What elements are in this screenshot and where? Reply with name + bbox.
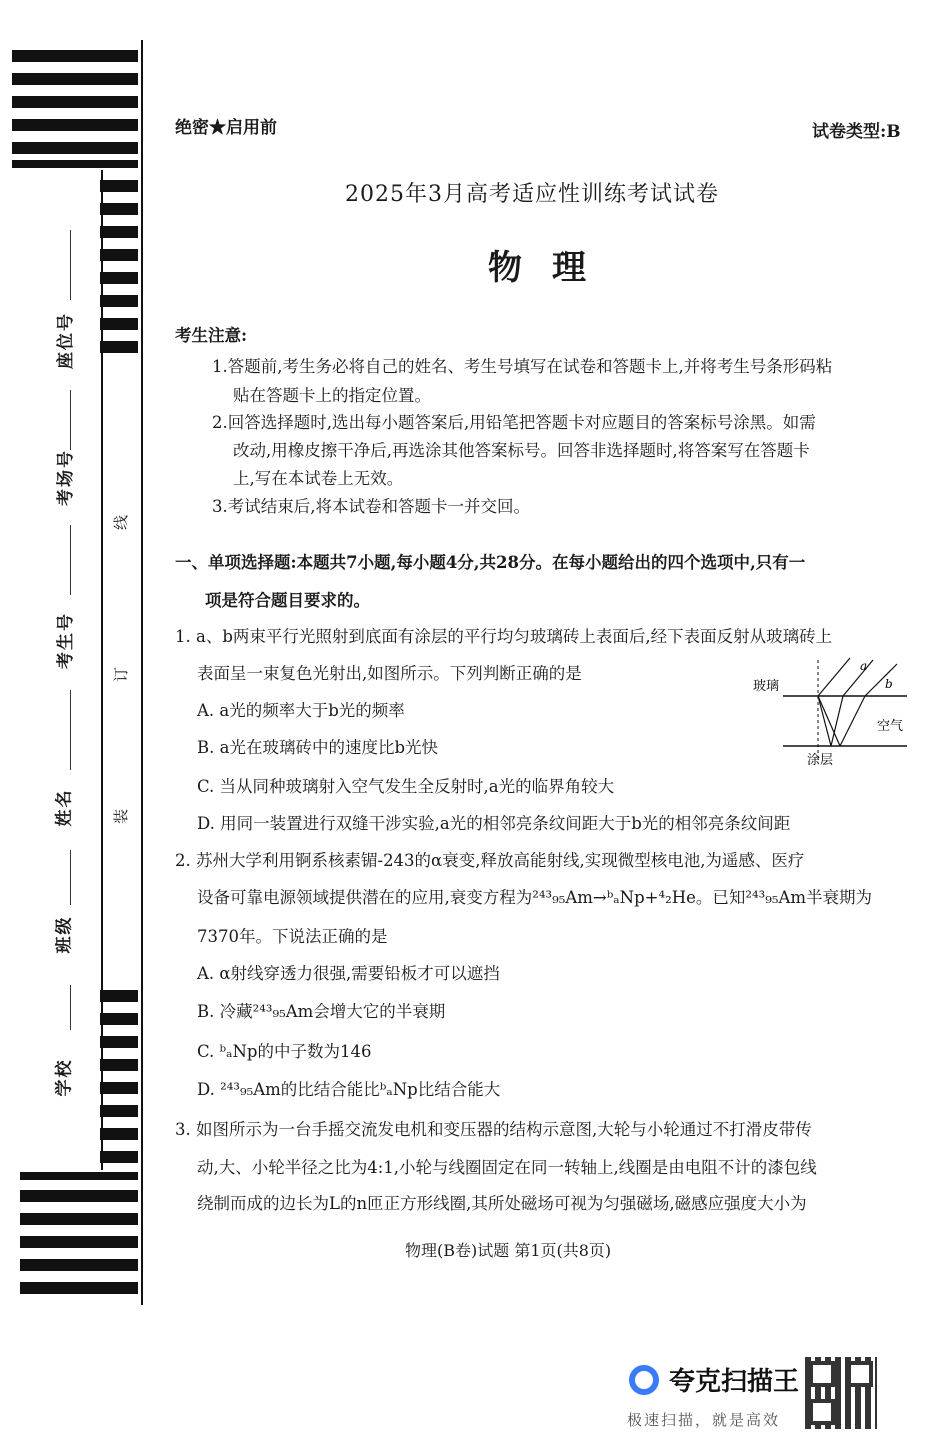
fig-label-air: 空气: [877, 719, 904, 734]
fig-label-b: b: [885, 677, 893, 691]
side-label-seat: 座位号: [56, 312, 76, 369]
binding-text-zhuang: 装: [112, 808, 131, 825]
glass-brick-figure: [745, 650, 915, 770]
fig-label-a: a: [860, 659, 868, 673]
scanner-watermark: [625, 1355, 895, 1435]
q2-option-d: D. ²⁴³₉₅Am的比结合能比ᵇₐNp比结合能大: [197, 1080, 501, 1099]
q2-option-a: A. α射线穿透力很强,需要铅板才可以遮挡: [197, 964, 500, 983]
question-3-stem: 3. 如图所示为一台手摇交流发电机和变压器的结构示意图,大轮与小轮通过不打滑皮带传: [175, 1120, 812, 1139]
scanner-logo-icon: [629, 1365, 659, 1395]
q1-option-d: D. 用同一装置进行双缝干涉实验,a光的相邻亮条纹间距大于b光的相邻亮条纹间距: [197, 814, 791, 833]
blank-line-class: [70, 850, 71, 905]
side-label-class: 班级: [54, 915, 75, 954]
question-1-stem: 1. a、b两束平行光照射到底面有涂层的平行均匀玻璃砖上表面后,经下表面反射从玻璃砖上: [175, 627, 833, 646]
question-1-stem-cont: 表面呈一束复色光射出,如图所示。下列判断正确的是: [197, 664, 582, 683]
side-label-exam-id: 考生号: [56, 612, 76, 669]
notice-line: 1.答题前,考生务必将自己的姓名、考生号填写在试卷和答题卡上,并将考生号条形码粘: [212, 357, 833, 376]
q2-text-post: 。已知²⁴³₉₅Am半衰期为: [695, 888, 873, 907]
notice-line: 3.考试结束后,将本试卷和答题卡一并交回。: [212, 497, 530, 516]
scanner-brand: 夸克扫描王: [669, 1367, 800, 1397]
paper-type: 试卷类型:B: [812, 122, 901, 142]
question-3-stem-cont2: 绕制而成的边长为L的n匝正方形线圈,其所处磁场可视为匀强磁场,磁感应强度大小为: [197, 1194, 807, 1213]
q2-option-c: C. ᵇₐNp的中子数为146: [197, 1042, 372, 1061]
question-2-stem: 2. 苏州大学利用锕系核素镅-243的α衰变,释放高能射线,实现微型核电池,为遥感、医疗: [175, 851, 805, 870]
question-2-stem-cont: [197, 884, 872, 908]
exam-title: 2025年3月高考适应性训练考试试卷: [345, 182, 719, 207]
q2-text-pre: 设备可靠电源领域提供潜在的应用,衰变方程为: [197, 888, 533, 907]
blank-line-id: [70, 525, 71, 595]
binding-line-outer: [141, 40, 143, 1305]
notice-line: 上,写在本试卷上无效。: [233, 469, 404, 488]
binding-text-ding: 订: [112, 666, 131, 683]
notice-line: 2.回答选择题时,选出每小题答案后,用铅笔把答题卡对应题目的答案标号涂黑。如需: [212, 413, 816, 432]
blank-line-name: [70, 690, 71, 770]
notice-line: 贴在答题卡上的指定位置。: [233, 386, 431, 405]
page-footer: 物理(B卷)试题 第1页(共8页): [405, 1241, 612, 1260]
fig-label-coating: 涂层: [807, 753, 834, 768]
scanner-slogan: 极速扫描，就是高效: [627, 1411, 781, 1429]
subject-title: 物理: [488, 248, 616, 288]
q1-option-c: C. 当从同种玻璃射入空气发生全反射时,a光的临界角较大: [197, 777, 615, 796]
section-heading: 一、单项选择题:本题共7小题,每小题4分,共28分。在每小题给出的四个选项中,只有一: [175, 553, 806, 572]
notice-heading: 考生注意:: [175, 326, 248, 345]
confidential-label: 绝密★启用前: [175, 118, 277, 138]
fig-label-glass: 玻璃: [753, 679, 780, 694]
qr-code-icon: [805, 1357, 877, 1429]
side-label-school: 学校: [54, 1058, 75, 1097]
question-3-stem-cont: 动,大、小轮半径之比为4:1,小轮与线圈固定在同一转轴上,线圈是由电阻不计的漆包线: [197, 1158, 817, 1177]
blank-line-school: [70, 985, 71, 1030]
notice-line: 改动,用橡皮擦干净后,再选涂其他答案标号。回答非选择题时,将答案写在答题卡: [233, 441, 810, 460]
section-heading-cont: 项是符合题目要求的。: [205, 591, 370, 610]
question-2-stem-end: 7370年。下说法正确的是: [197, 927, 388, 946]
binding-text-line: 线: [112, 514, 131, 531]
blank-line-seat: [70, 230, 71, 300]
q1-option-b: B. a光在玻璃砖中的速度比b光快: [197, 738, 439, 757]
decay-equation: ²⁴³₉₅Am→ᵇₐNp+⁴₂He: [532, 888, 696, 907]
q2-option-b: B. 冷藏²⁴³₉₅Am会增大它的半衰期: [197, 1002, 446, 1021]
q1-option-a: A. a光的频率大于b光的频率: [197, 701, 405, 720]
side-label-room: 考场号: [56, 449, 76, 506]
blank-line-room: [70, 390, 71, 450]
side-label-name: 姓名: [54, 788, 75, 827]
